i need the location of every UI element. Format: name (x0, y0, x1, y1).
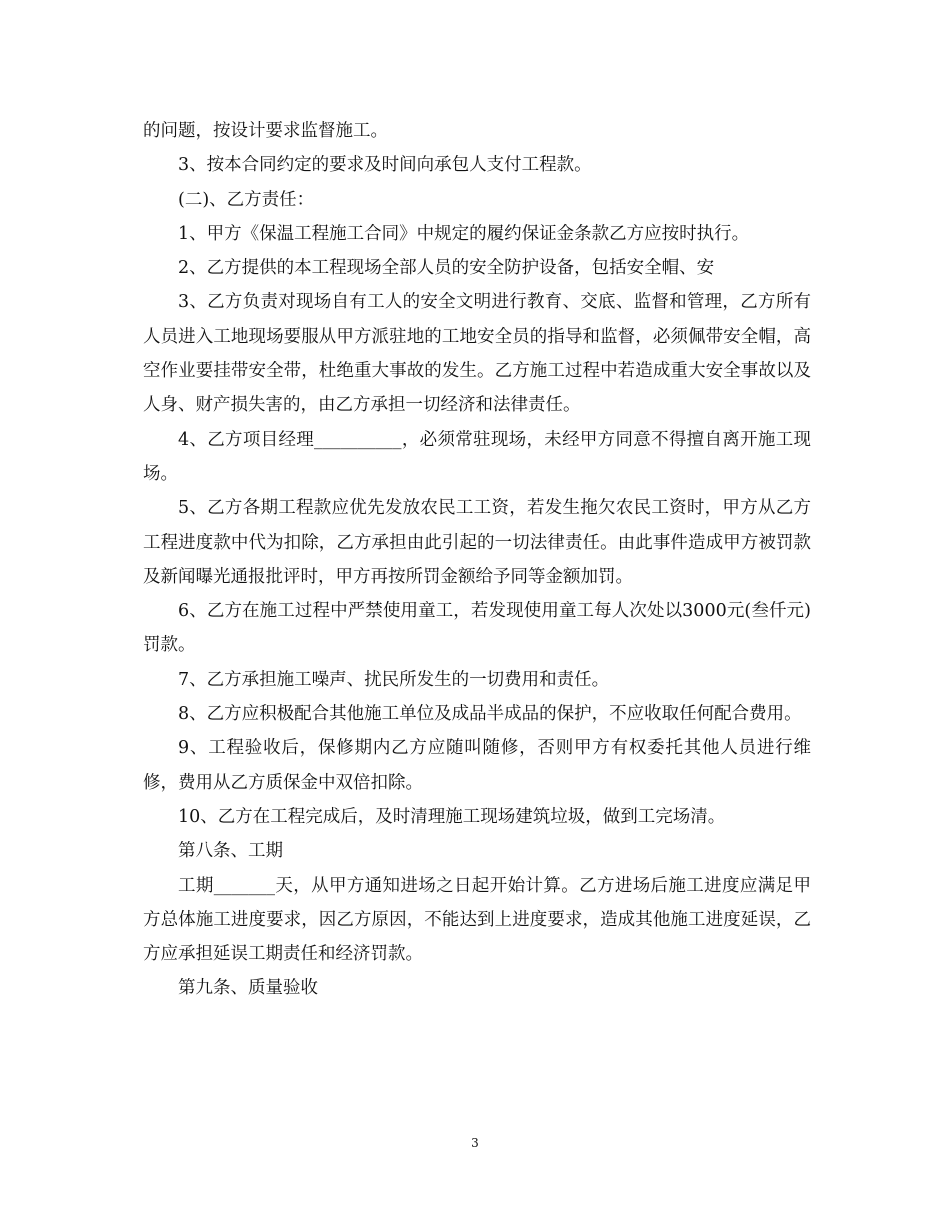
paragraph-12: 10、乙方在工程完成后，及时清理施工现场建筑垃圾，做到工完场清。 (178, 806, 726, 827)
paragraph-9: 7、乙方承担施工噪声、扰民所发生的一切费用和责任。 (178, 669, 610, 690)
paragraph-14: 工期_______天，从甲方通知进场之日起开始计算。乙方进场后施工进度应满足甲方总体施工进度要求，因乙方原因，不能达到上进度要求，造成其他施工进度延误，乙方应承担延误工期责任和经济罚款。 (143, 875, 811, 965)
paragraph-3: 1、甲方《保温工程施工合同》中规定的履约保证金条款乙方应按时执行。 (178, 223, 750, 244)
paragraph-7: 5、乙方各期工程款应优先发放农民工工资，若发生拖欠农民工资时，甲方从乙方工程进度款中代为扣除，乙方承担由此引起的一切法律责任。由此事件造成甲方被罚款及新闻曝光通报批评时，甲方再按所罚金额给予同等金额加罚。 (143, 498, 811, 587)
paragraph-10: 8、乙方应积极配合其他施工单位及成品半成品的保护，不应收取任何配合费用。 (178, 704, 802, 725)
paragraph-1: 3、按本合同约定的要求及时间向承包人支付工程款。 (178, 155, 592, 176)
section-heading-article-8: 第八条、工期 (178, 841, 283, 862)
section-heading-article-9: 第九条、质量验收 (178, 978, 318, 999)
paragraph-5: 3、乙方负责对现场自有工人的安全文明进行教育、交底、监督和管理，乙方所有人员进入工地现场要服从甲方派驻地的工地安全员的指导和监督，必须佩带安全帽，高空作业要挂带安全带，杜绝重大事故的发生。乙方施工过程中若造成重大安全事故以及人身、财产损失害的，由乙方承担一切经济和法律责任。 (143, 292, 811, 416)
paragraph-6: 4、乙方项目经理__________，必须常驻现场，未经甲方同意不得擅自离开施工现场。 (143, 429, 811, 484)
paragraph-0: 的问题，按设计要求监督施工。 (143, 121, 388, 141)
paragraph-8: 6、乙方在施工过程中严禁使用童工，若发现使用童工每人次处以3000元(叁仟元)罚款。 (143, 601, 811, 656)
paragraph-4: 2、乙方提供的本工程现场全部人员的安全防护设备，包括安全帽、安 (178, 258, 715, 279)
paragraph-2: (二)、乙方责任： (178, 189, 315, 210)
page-number: 3 (471, 1136, 479, 1150)
document-body (143, 114, 811, 1006)
paragraph-11: 9、工程验收后，保修期内乙方应随叫随修，否则甲方有权委托其他人员进行维修，费用从乙方质保金中双倍扣除。 (143, 738, 811, 793)
